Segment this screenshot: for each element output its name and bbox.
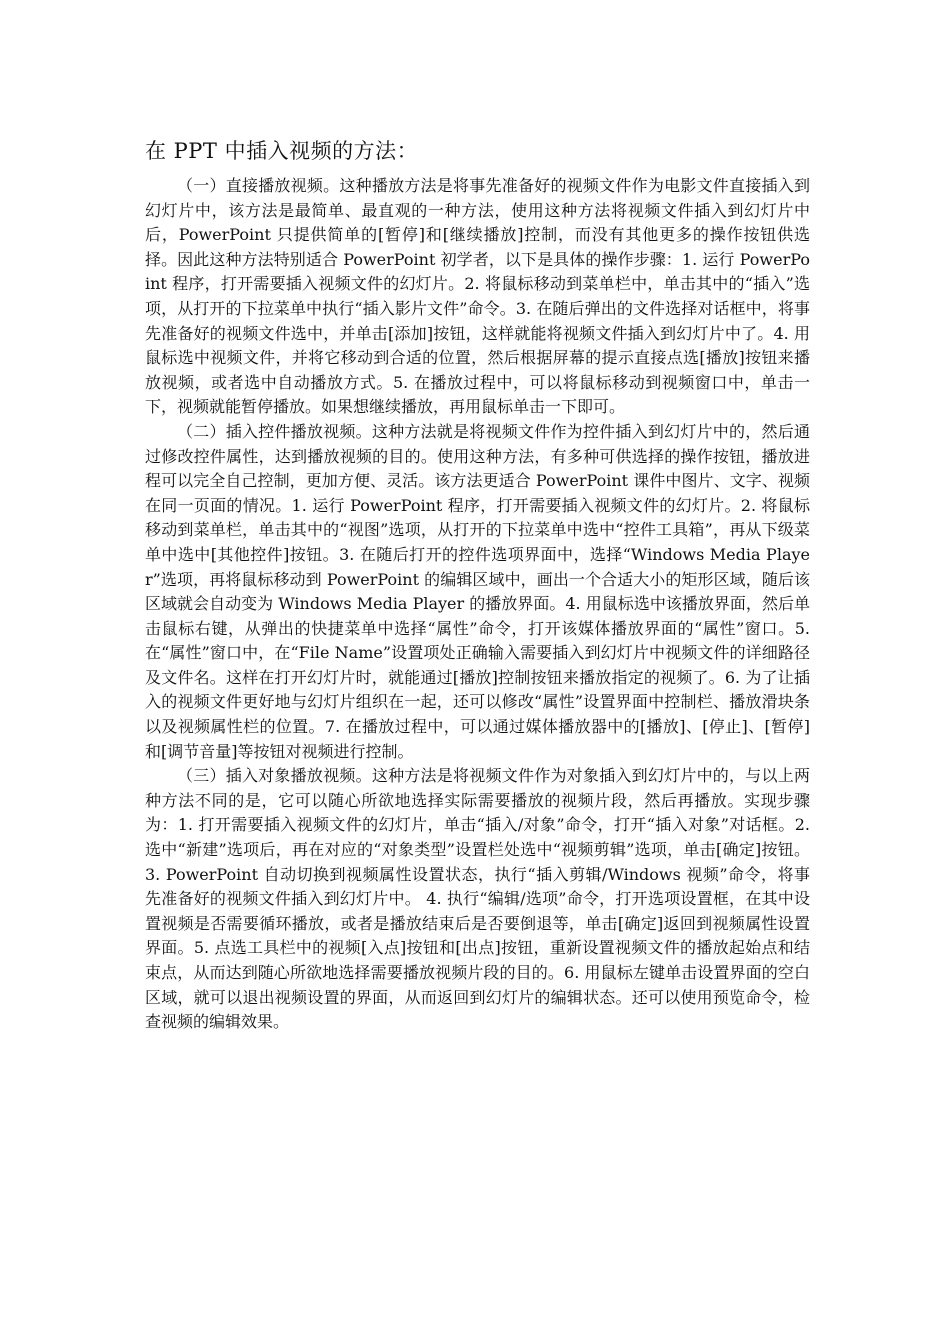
paragraph-direct-play: （一）直接播放视频。这种播放方法是将事先准备好的视频文件作为电影文件直接插入到幻灯片中，该方法是最简单、最直观的一种方法，使用这种方法将视频文件插入到幻灯片中后，PowerPoint 只提供简单的[暂停]和[继续播放]控制，而没有其他更多的操作按钮供选择。因此这种方法特别适合 PowerPoint 初学者，以下是具体的操作步骤：1. 运行 PowerPoint 程序，打开需要插入视频文件的幻灯片。2. 将鼠标移动到菜单栏中，单击其中的“插入”选项，从打开的下拉菜单中执行“插入影片文件”命令。3. 在随后弹出的文件选择对话框中，将事先准备好的视频文件选中，并单击[添加]按钮，这样就能将视频文件插入到幻灯片中了。4. 用鼠标选中视频文件，并将它移动到合适的位置，然后根据屏幕的提示直接点选[播放]按钮来播放视频，或者选中自动播放方式。5. 在播放过程中，可以将鼠标移动到视频窗口中，单击一下，视频就能暂停播放。如果想继续播放，再用鼠标单击一下即可。 bbox=[145, 176, 810, 417]
document-title: 在 PPT 中插入视频的方法： bbox=[145, 139, 419, 163]
paragraph-control-play: （二）插入控件播放视频。这种方法就是将视频文件作为控件插入到幻灯片中的，然后通过修改控件属性，达到播放视频的目的。使用这种方法，有多种可供选择的操作按钮，播放进程可以完全自己控制，更加方便、灵活。该方法更适合 PowerPoint 课件中图片、文字、视频在同一页面的情况。1. 运行 PowerPoint 程序，打开需要插入视频文件的幻灯片。2. 将鼠标移动到菜单栏，单击其中的“视图”选项，从打开的下拉菜单中选中“控件工具箱”，再从下级菜单中选中[其他控件]按钮。3. 在随后打开的控件选项界面中，选择“Windows Media Player”选项，再将鼠标移动到 PowerPoint 的编辑区域中，画出一个合适大小的矩形区域，随后该区域就会自动变为 Windows Media Player 的播放界面。4. 用鼠标选中该播放界面，然后单击鼠标右键，从弹出的快捷菜单中选择“属性”命令，打开该媒体播放界面的“属性”窗口。5. 在“属性”窗口中，在“File Name”设置项处正确输入需要插入到幻灯片中视频文件的详细路径及文件名。这样在打开幻灯片时，就能通过[播放]控制按钮来播放指定的视频了。6. 为了让插入的视频文件更好地与幻灯片组织在一起，还可以修改“属性”设置界面中控制栏、播放滑块条以及视频属性栏的位置。7. 在播放过程中，可以通过媒体播放器中的[播放]、[停止]、[暂停]和[调节音量]等按钮对视频进行控制。 bbox=[145, 421, 810, 761]
paragraph-object-play: （三）插入对象播放视频。这种方法是将视频文件作为对象插入到幻灯片中的，与以上两种方法不同的是，它可以随心所欲地选择实际需要播放的视频片段，然后再播放。实现步骤为：1. 打开需要插入视频文件的幻灯片，单击“插入/对象”命令，打开“插入对象”对话框。2. 选中“新建”选项后，再在对应的“对象类型”设置栏处选中“视频剪辑”选项，单击[确定]按钮。3. PowerPoint 自动切换到视频属性设置状态，执行“插入剪辑/Windows 视频”命令，将事先准备好的视频文件插入到幻灯片中。 4. 执行“编辑/选项”命令，打开选项设置框，在其中设置视频是否需要循环播放，或者是播放结束后是否要倒退等，单击[确定]返回到视频属性设置界面。5. 点选工具栏中的视频[入点]按钮和[出点]按钮，重新设置视频文件的播放起始点和结束点，从而达到随心所欲地选择需要播放视频片段的目的。6. 用鼠标左键单击设置界面的空白区域，就可以退出视频设置的界面，从而返回到幻灯片的编辑状态。还可以使用预览命令，检查视频的编辑效果。 bbox=[145, 766, 810, 1032]
document-page bbox=[145, 136, 810, 1035]
